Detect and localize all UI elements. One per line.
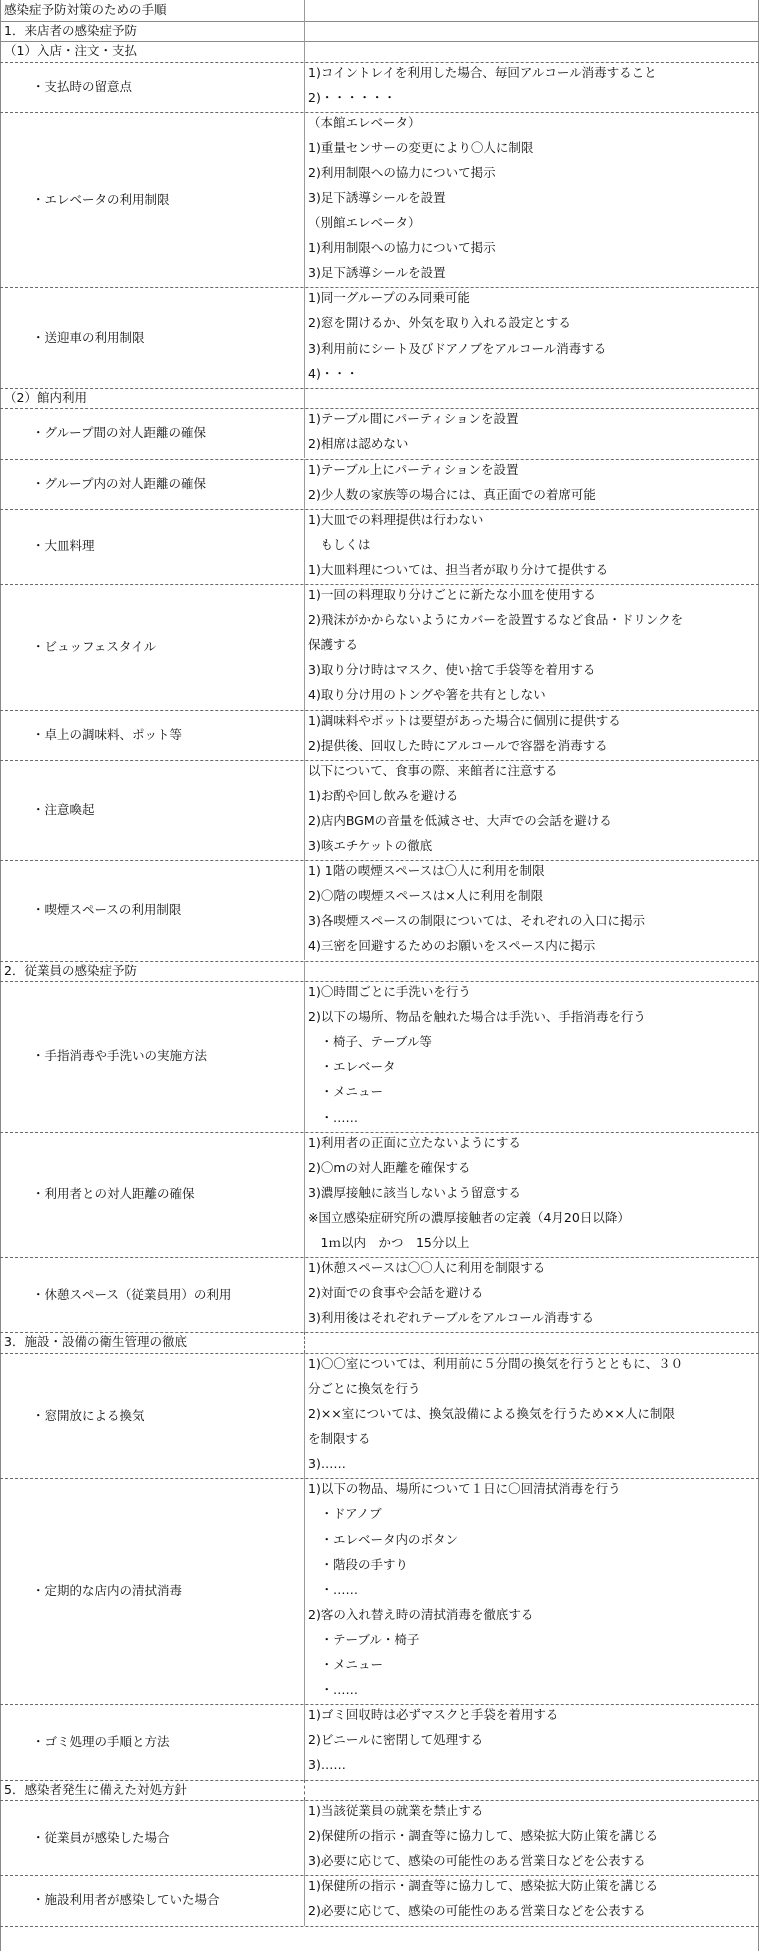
content-line: 3)濃厚接触に該当しないよう留意する xyxy=(308,1184,521,1200)
content-line: 2)ビニールに密閉して処理する xyxy=(308,1732,484,1748)
row-label-cell xyxy=(0,1478,304,1704)
row-label-cell xyxy=(0,1132,304,1258)
content-line: 2)利用制限への協力について掲示 xyxy=(308,164,496,180)
content-line: を制限する xyxy=(308,1431,371,1447)
row-content-cell xyxy=(304,112,759,288)
row-label: ・ゴミ処理の手順と方法 xyxy=(32,1733,170,1749)
row-label: ・グループ間の対人距離の確保 xyxy=(32,425,207,441)
content-line: 1)利用制限への協力について掲示 xyxy=(308,240,496,256)
content-line: ・エレベータ xyxy=(308,1059,396,1075)
row-content-cell xyxy=(304,509,759,584)
content-line: 1)重量センサーの変更により〇人に制限 xyxy=(308,139,534,155)
row-label: ・エレベータの利用制限 xyxy=(32,191,170,207)
content-line: ・…… xyxy=(308,1109,359,1125)
row-label: ・定期的な店内の清拭消毒 xyxy=(32,1583,183,1599)
row-content-cell xyxy=(304,459,759,509)
row-divider xyxy=(0,388,759,389)
content-line: ・ドアノブ xyxy=(308,1506,382,1522)
content-line: 1)〇時間ごとに手洗いを行う xyxy=(308,984,471,999)
table-row xyxy=(0,1875,759,1925)
row-label-cell xyxy=(0,287,304,387)
column-divider xyxy=(304,961,305,982)
content-line: 4)・・・ xyxy=(308,365,359,381)
content-line: 3)咳エチケットの徹底 xyxy=(308,837,433,853)
content-line: 1ｍ以内 かつ 15分以上 xyxy=(308,1234,470,1250)
row-label-cell xyxy=(0,1800,304,1875)
row-label: ・窓開放による換気 xyxy=(32,1407,145,1423)
content-line: 分ごとに換気を行う xyxy=(308,1380,421,1396)
content-line: 1)テーブル上にパーティションを設置 xyxy=(308,461,519,477)
row-divider xyxy=(0,1332,759,1333)
row-label: ・大皿料理 xyxy=(32,538,95,554)
content-line: 1) 1階の喫煙スペースは〇人に利用を制限 xyxy=(308,863,545,879)
document-title: 感染症予防対策のための手順 xyxy=(4,2,167,17)
content-line: ・椅子、テーブル等 xyxy=(308,1034,432,1050)
content-line: 2)××室については、換気設備による換気を行うため××人に制限 xyxy=(308,1406,675,1422)
row-label-cell xyxy=(0,509,304,584)
content-line: 1)大皿での料理提供は行わない xyxy=(308,511,484,527)
table-row xyxy=(0,459,759,509)
section-header: 3．施設・設備の衛生管理の徹底 xyxy=(4,1334,187,1350)
row-content-cell xyxy=(304,1257,759,1332)
row-content-cell xyxy=(304,1132,759,1258)
table-row xyxy=(0,981,759,1132)
row-content-cell xyxy=(304,981,759,1132)
content-line: 2)必要に応じて、感染の可能性のある営業日などを公表する xyxy=(308,1903,646,1919)
row-label-cell xyxy=(0,1704,304,1779)
content-line: 1)以下の物品、場所について１日に〇回清拭消毒を行う xyxy=(308,1481,621,1497)
row-content-cell xyxy=(304,1704,759,1779)
row-content-cell xyxy=(304,584,759,710)
content-line: もしくは xyxy=(308,536,371,552)
content-line: 1)テーブル間にパーティションを設置 xyxy=(308,411,519,427)
content-line: 1)保健所の指示・調査等に協力して、感染拡大防止策を講じる xyxy=(308,1878,659,1894)
row-label: ・支払時の留意点 xyxy=(32,78,133,94)
row-content-cell xyxy=(304,1478,759,1704)
row-label-cell xyxy=(0,112,304,288)
column-divider xyxy=(304,388,305,409)
row-label-cell xyxy=(0,1875,304,1925)
content-line: 3)足下誘導シールを設置 xyxy=(308,189,446,205)
table-row xyxy=(0,112,759,288)
column-divider xyxy=(304,1780,305,1801)
content-line: ・…… xyxy=(308,1581,359,1597)
subsection-header: （2）館内利用 xyxy=(4,389,87,405)
row-divider xyxy=(0,961,759,962)
row-content-cell xyxy=(304,62,759,112)
table-row xyxy=(0,860,759,960)
content-line: 1)〇〇室については、利用前に５分間の換気を行うとともに、３０ xyxy=(308,1355,684,1371)
table-row xyxy=(0,584,759,710)
table-row xyxy=(0,1132,759,1258)
content-line: ・エレベータ内のボタン xyxy=(308,1531,459,1547)
row-content-cell xyxy=(304,710,759,760)
content-line: 保護する xyxy=(308,637,359,653)
content-line: 1)大皿料理については、担当者が取り分けて提供する xyxy=(308,561,609,577)
table-row xyxy=(0,1704,759,1779)
column-divider xyxy=(304,21,305,42)
content-line: 1)コイントレイを利用した場合、毎回アルコール消毒すること xyxy=(308,64,657,80)
row-content-cell xyxy=(304,287,759,387)
content-line: 2)相席は認めない xyxy=(308,436,409,452)
row-label-cell xyxy=(0,408,304,458)
content-line: 1)休憩スペースは〇〇人に利用を制限する xyxy=(308,1260,546,1276)
table-row xyxy=(0,1353,759,1479)
row-divider xyxy=(0,1780,759,1781)
row-divider xyxy=(0,1926,759,1927)
table-row xyxy=(0,287,759,387)
content-line: （別館エレベータ） xyxy=(308,215,421,231)
content-line: 2)飛沫がかからないようにカバーを設置するなど食品・ドリンクを xyxy=(308,612,684,628)
row-label: ・注意喚起 xyxy=(32,801,95,817)
content-line: 3)利用前にシート及びドアノブをアルコール消毒する xyxy=(308,340,607,356)
content-line: 2)・・・・・・ xyxy=(308,89,396,105)
table-row xyxy=(0,710,759,760)
row-label: ・施設利用者が感染していた場合 xyxy=(32,1892,220,1908)
content-line: 1)調味料やポットは要望があった場合に個別に提供する xyxy=(308,712,621,728)
table-row xyxy=(0,760,759,860)
content-line: 1)ゴミ回収時は必ずマスクと手袋を着用する xyxy=(308,1707,559,1723)
row-label: ・手指消毒や手洗いの実施方法 xyxy=(32,1048,208,1064)
content-line: 4)取り分け用のトングや箸を共有としない xyxy=(308,687,546,703)
content-line: 3)…… xyxy=(308,1757,346,1773)
content-line: 3)利用後はそれぞれテーブルをアルコール消毒する xyxy=(308,1310,594,1326)
content-line: 3)各喫煙スペースの制限については、それぞれの入口に掲示 xyxy=(308,913,645,929)
row-content-cell xyxy=(304,860,759,960)
content-line: ・メニュー xyxy=(308,1084,384,1100)
content-line: 2)〇mの対人距離を確保する xyxy=(308,1159,471,1175)
row-label-cell xyxy=(0,62,304,112)
table-row xyxy=(0,1800,759,1875)
row-content-cell xyxy=(304,1353,759,1479)
row-divider xyxy=(0,41,759,42)
row-content-cell xyxy=(304,760,759,860)
row-label: ・利用者との対人距離の確保 xyxy=(32,1186,195,1202)
content-line: ・階段の手すり xyxy=(308,1556,409,1572)
content-line: ・メニュー xyxy=(308,1657,384,1673)
table-row xyxy=(0,1257,759,1332)
content-line: 2)少人数の家族等の場合には、真正面での着席可能 xyxy=(308,486,596,502)
content-line: 2)店内BGMの音量を低減させ、大声での会話を避ける xyxy=(308,812,612,828)
content-line: 2)以下の場所、物品を触れた場合は手洗い、手指消毒を行う xyxy=(308,1009,646,1025)
row-label: ・ビュッフェスタイル xyxy=(32,638,157,654)
content-line: 以下について、食事の際、来館者に注意する xyxy=(308,762,558,778)
content-line: （本館エレベータ） xyxy=(308,114,421,130)
content-line: 3)必要に応じて、感染の可能性のある営業日などを公表する xyxy=(308,1853,646,1869)
content-line: 1)同一グループのみ同乗可能 xyxy=(308,290,470,306)
content-line: 2)窓を開けるか、外気を取り入れる設定とする xyxy=(308,315,571,331)
section-header: 5．感染者発生に備えた対処方針 xyxy=(4,1781,187,1797)
table-row xyxy=(0,509,759,584)
row-label-cell xyxy=(0,1353,304,1479)
content-line: 4)三密を回避するためのお願いをスペース内に掲示 xyxy=(308,938,596,954)
row-label-cell xyxy=(0,860,304,960)
row-content-cell xyxy=(304,1800,759,1875)
content-line: 2)保健所の指示・調査等に協力して、感染拡大防止策を講じる xyxy=(308,1828,659,1844)
content-line: ・テーブル・椅子 xyxy=(308,1631,420,1647)
row-label: ・休憩スペース（従業員用）の利用 xyxy=(32,1286,232,1302)
content-line: 1)利用者の正面に立たないようにする xyxy=(308,1134,521,1150)
content-line: 1)一回の料理取り分けごとに新たな小皿を使用する xyxy=(308,587,596,602)
content-line: 2)客の入れ替え時の清拭消毒を徹底する xyxy=(308,1606,534,1622)
content-line: 3)取り分け時はマスク、使い捨て手袋等を着用する xyxy=(308,662,596,678)
row-label: ・グループ内の対人距離の確保 xyxy=(32,475,207,491)
content-line: 1)お酌や回し飲みを避ける xyxy=(308,787,459,803)
content-line: 3)足下誘導シールを設置 xyxy=(308,265,446,281)
row-label-cell xyxy=(0,760,304,860)
table-row xyxy=(0,62,759,112)
section-header: 2．従業員の感染症予防 xyxy=(4,962,137,978)
row-label-cell xyxy=(0,584,304,710)
row-label: ・喫煙スペースの利用制限 xyxy=(32,902,182,918)
table-row xyxy=(0,1478,759,1704)
content-line: ・…… xyxy=(308,1682,359,1698)
table-row xyxy=(0,408,759,458)
content-line: 2)〇階の喫煙スペースは×人に利用を制限 xyxy=(308,888,544,904)
content-line: 1)当該従業員の就業を禁止する xyxy=(308,1803,484,1819)
row-content-cell xyxy=(304,1875,759,1925)
content-line: ※国立感染症研究所の濃厚接触者の定義（4月20日以降） xyxy=(308,1209,630,1225)
column-divider xyxy=(304,0,305,21)
row-label: ・送迎車の利用制限 xyxy=(32,329,145,345)
row-label-cell xyxy=(0,981,304,1132)
section-header: 1．来店者の感染症予防 xyxy=(4,22,137,38)
content-line: 3)…… xyxy=(308,1456,346,1472)
row-label-cell xyxy=(0,1257,304,1332)
row-label: ・従業員が感染した場合 xyxy=(32,1829,170,1845)
column-divider xyxy=(304,41,305,62)
content-line: 2)提供後、回収した時にアルコールで容器を消毒する xyxy=(308,737,608,753)
column-divider xyxy=(304,1332,305,1353)
row-label-cell xyxy=(0,710,304,760)
row-label: ・卓上の調味料、ポット等 xyxy=(32,726,183,742)
row-label-cell xyxy=(0,459,304,509)
subsection-header: （1）入店・注文・支払 xyxy=(4,43,137,58)
row-content-cell xyxy=(304,408,759,458)
row-divider xyxy=(0,21,759,22)
content-line: 2)対面での食事や会話を避ける xyxy=(308,1285,484,1301)
